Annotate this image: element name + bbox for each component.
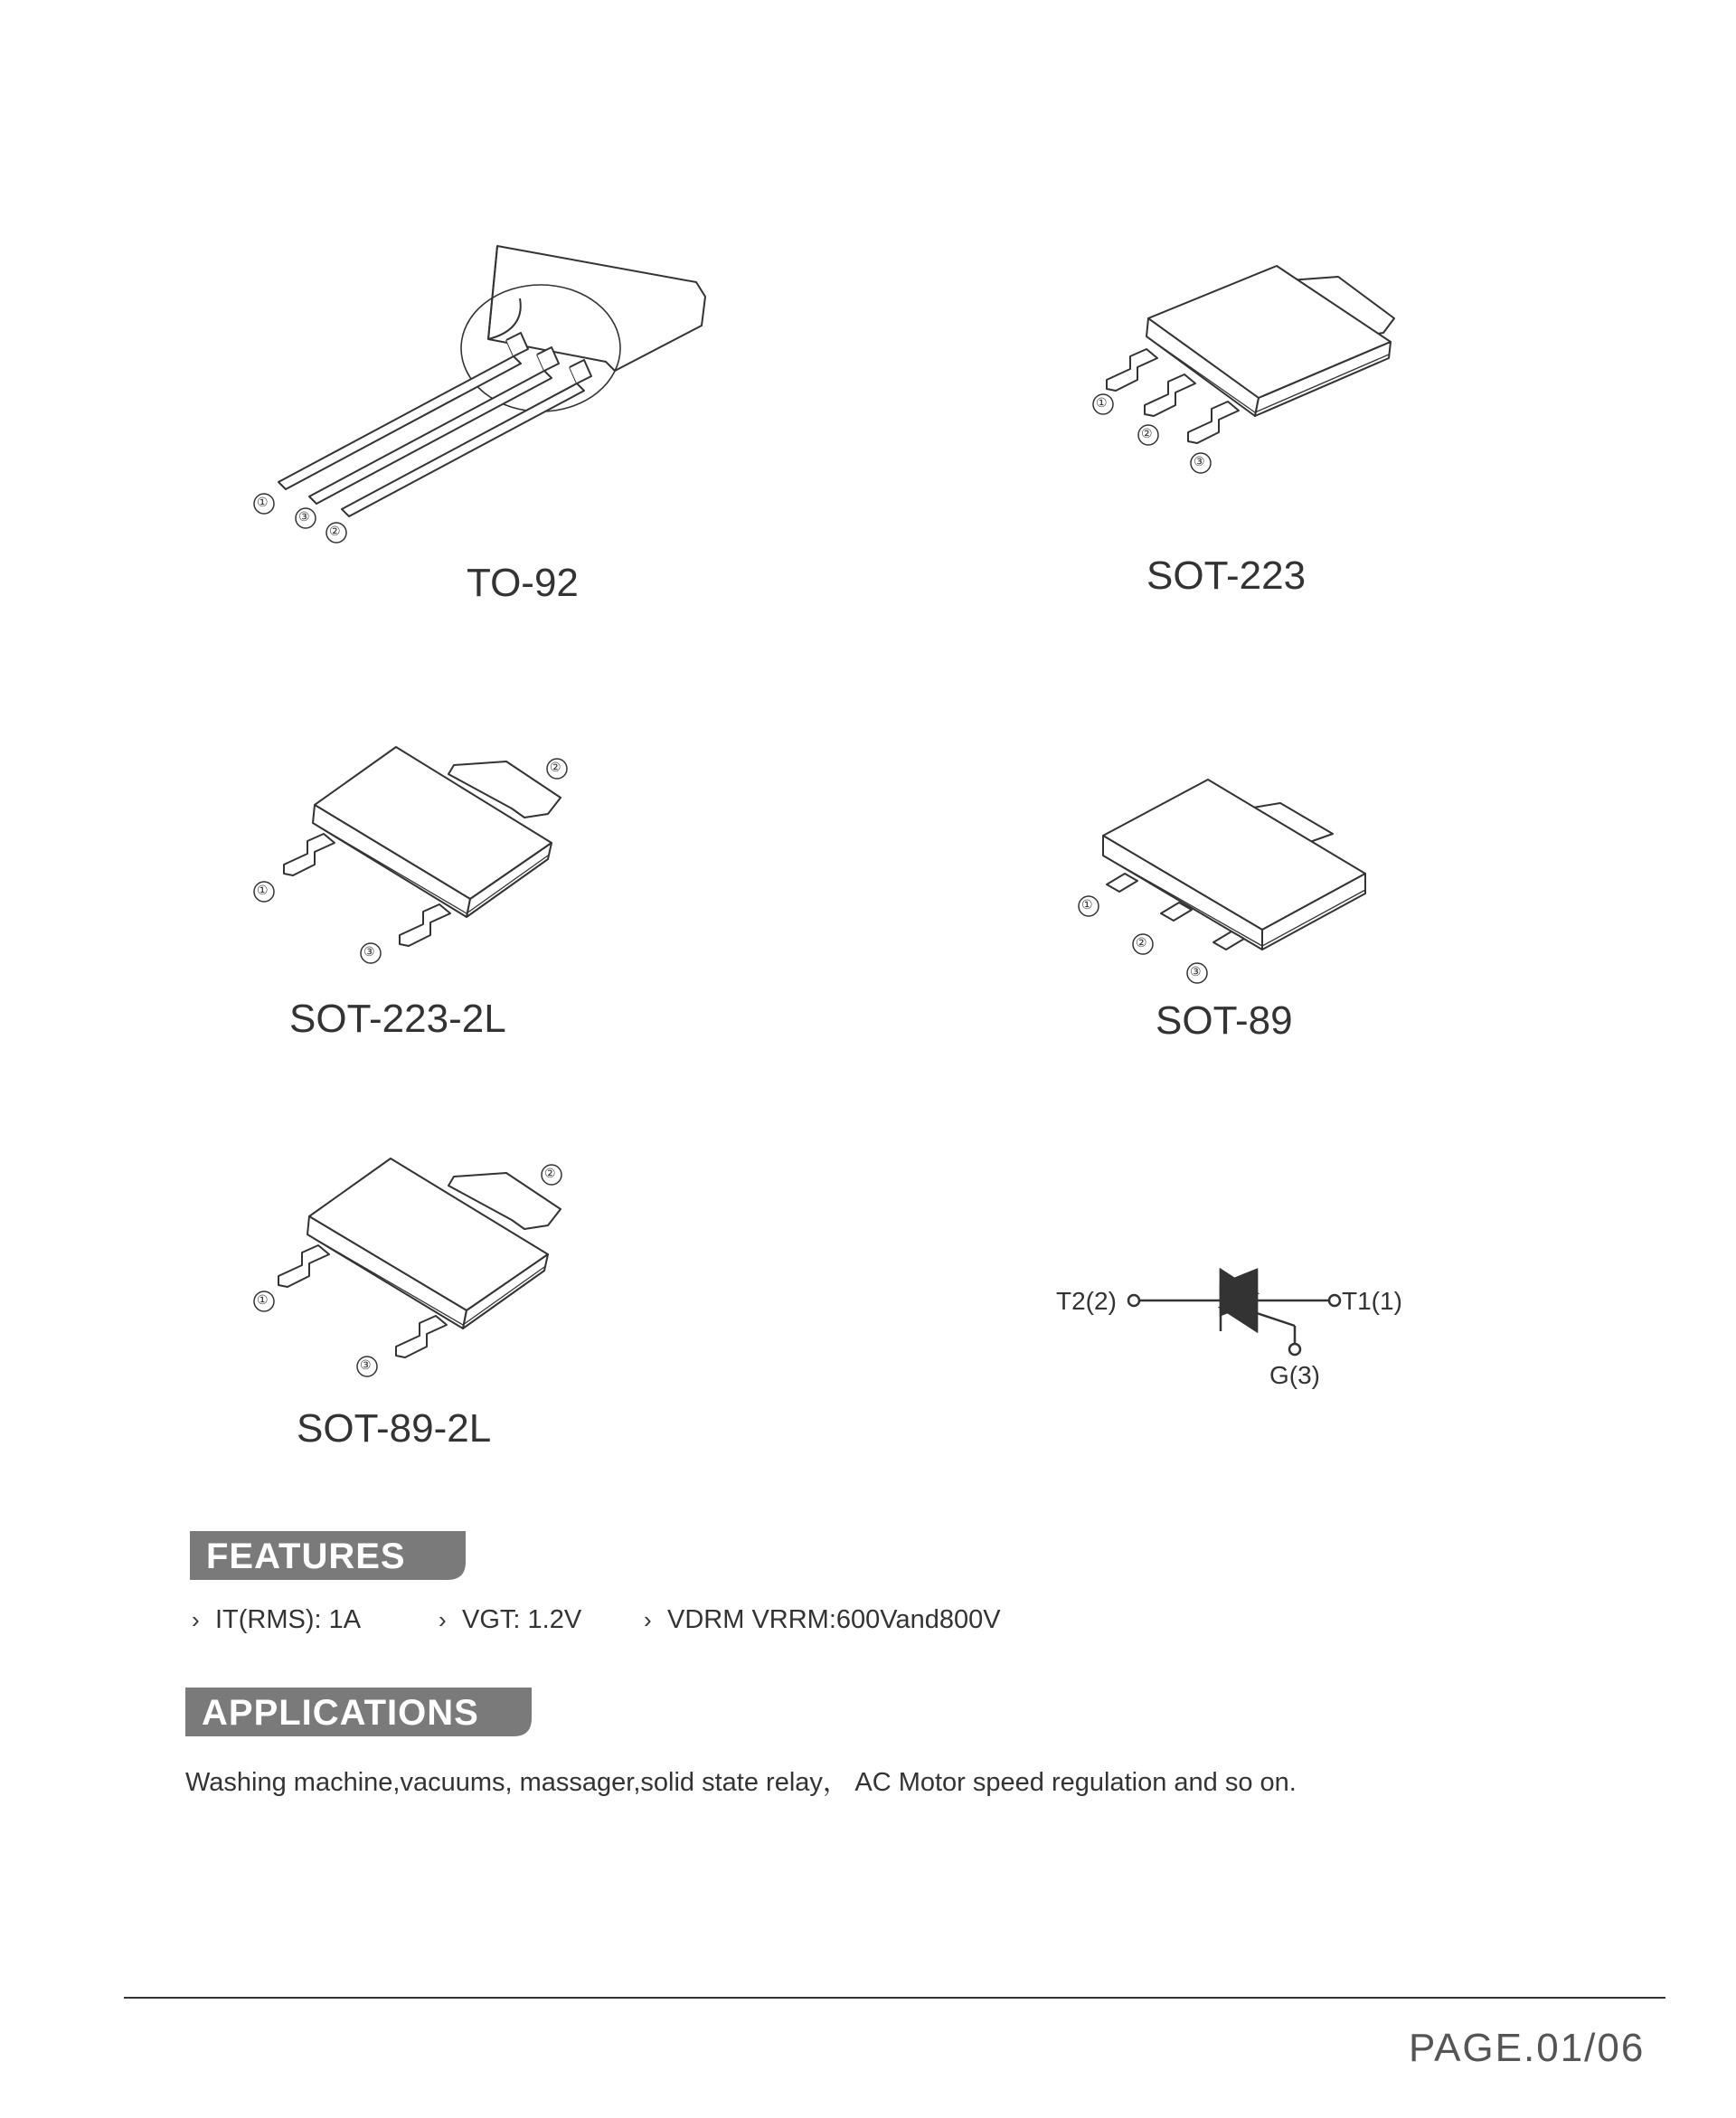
t2-label: T2(2) — [1056, 1287, 1117, 1315]
t1-label: T1(1) — [1342, 1287, 1402, 1315]
package-to92 — [235, 235, 741, 615]
package-sot89 — [1067, 778, 1429, 1049]
sot223-pin-label: ② — [1141, 426, 1153, 440]
sot223-pin-label: ③ — [1194, 454, 1205, 468]
triac-symbol — [1058, 1257, 1420, 1402]
features-title: FEATURES — [206, 1536, 406, 1576]
feature-text: VGT: 1.2V — [462, 1605, 582, 1634]
gate-label: G(3) — [1269, 1361, 1320, 1389]
sot223-2l-pin-label: ① — [257, 883, 269, 897]
package-name: SOT-89 — [1156, 998, 1293, 1043]
to92-pin-label: ① — [257, 495, 269, 509]
applications-heading — [185, 1688, 532, 1736]
package-sot89-2l — [244, 1153, 624, 1461]
sot89-2l-pin-label: ③ — [360, 1357, 372, 1372]
package-sot223 — [1076, 262, 1420, 606]
package-sot223-2l — [244, 742, 624, 1049]
sot223-drawing — [1076, 262, 1420, 470]
sot223-2l-pin-label: ② — [550, 760, 561, 774]
sot89-2l-drawing — [244, 1153, 624, 1388]
feature-text: VDRM VRRM:600Vand800V — [667, 1605, 1001, 1634]
applications-title: APPLICATIONS — [202, 1693, 479, 1733]
package-name: SOT-89-2L — [297, 1406, 492, 1451]
footer-divider — [124, 1997, 1665, 1999]
chevron-right-icon: › — [644, 1606, 652, 1633]
sot89-2l-pin-label: ① — [257, 1292, 269, 1307]
sot223-2l-pin-label: ③ — [363, 944, 375, 959]
package-name: SOT-223-2L — [289, 997, 506, 1041]
package-name: TO-92 — [467, 561, 579, 605]
package-name: SOT-223 — [1146, 553, 1307, 598]
feature-item — [644, 1605, 1001, 1635]
triac-symbol-drawing — [1058, 1257, 1420, 1402]
sot89-pin-label: ③ — [1190, 964, 1202, 979]
to92-pin-label: ② — [329, 524, 341, 538]
sot89-pin-label: ① — [1081, 897, 1093, 912]
to92-drawing — [235, 235, 741, 615]
chevron-right-icon: › — [439, 1606, 447, 1633]
feature-item — [439, 1605, 581, 1635]
sot223-2l-drawing — [244, 742, 624, 977]
sot89-pin-label: ② — [1136, 935, 1147, 950]
feature-text: IT(RMS): 1A — [215, 1605, 362, 1634]
applications-text: Washing machine,vacuums, massager,solid state relay， AC Motor speed regulation and so on. — [185, 1768, 1297, 1797]
feature-item — [192, 1605, 361, 1635]
chevron-right-icon: › — [192, 1606, 200, 1633]
sot89-2l-pin-label: ② — [544, 1166, 556, 1180]
page-number: PAGE.01/06 — [1409, 2026, 1646, 2070]
sot223-pin-label: ① — [1096, 395, 1108, 410]
sot89-drawing — [1067, 778, 1429, 986]
features-heading — [190, 1531, 466, 1580]
to92-pin-label: ③ — [298, 509, 310, 524]
